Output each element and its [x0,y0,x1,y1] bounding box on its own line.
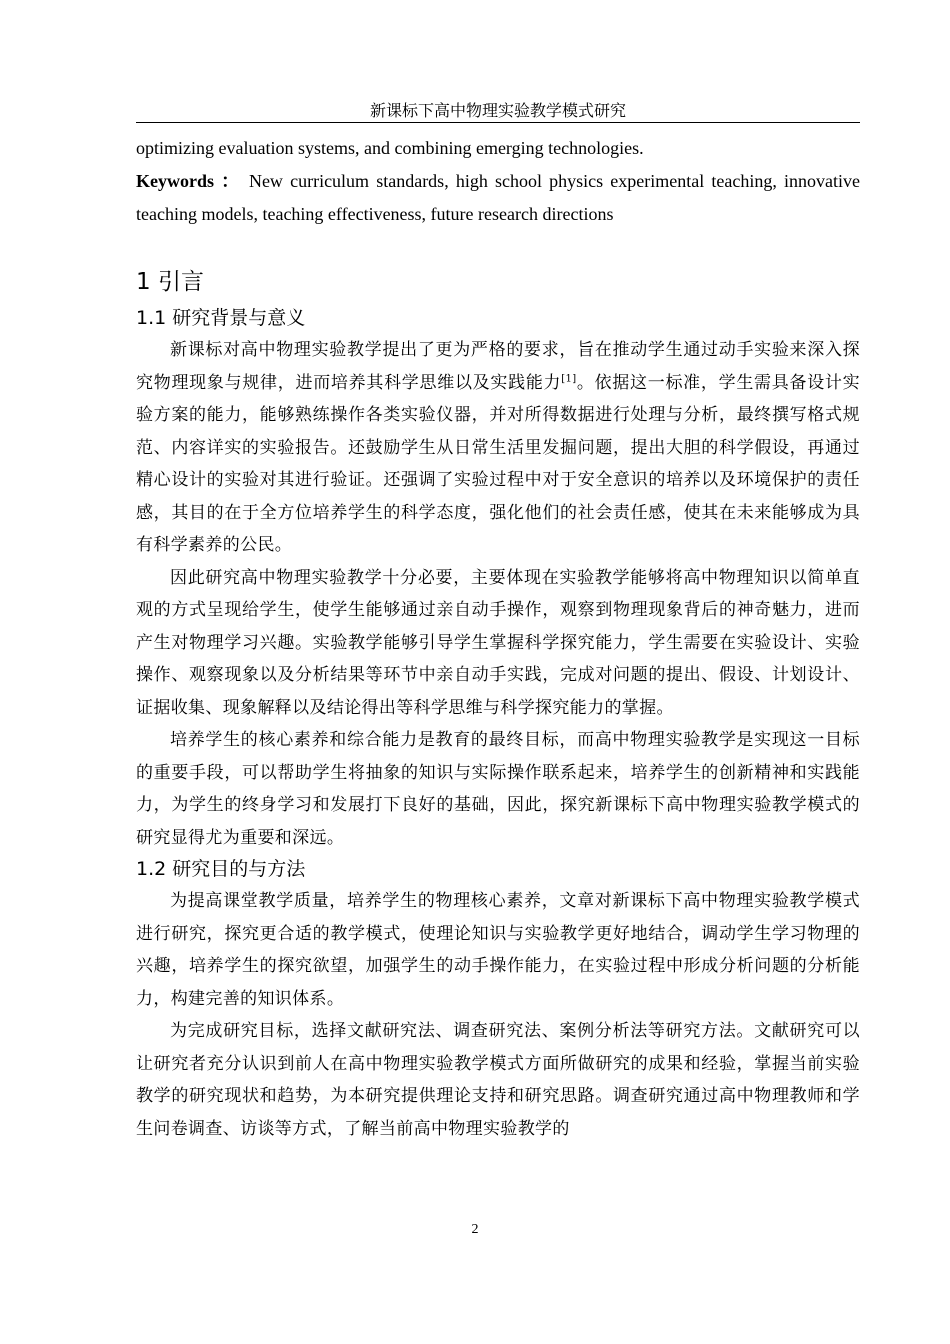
running-header: 新课标下高中物理实验教学模式研究 [369,101,626,120]
subsection-heading-background: 1.1 研究背景与意义 [136,307,306,329]
page-number: 2 [471,1222,479,1237]
paragraph-background-3: 培养学生的核心素养和综合能力是教育的最终目标，而高中物理实验教学是实现这一目标的重要手段，可以帮助学生将抽象的知识与实际操作联系起来，培养学生的创新精神和实践能力，为学生的终身学习和发展打下良好的基础，因此，探究新课标下高中物理实验教学模式的研究显得尤为重要和深远。 [136,730,860,848]
section-heading-introduction: 1 引言 [136,269,204,295]
subsection-heading-purpose-methods: 1.2 研究目的与方法 [136,858,306,880]
page-content [136,132,860,1145]
paragraph-text: 。依据这一标准，学生需具备设计实验方案的能力，能够熟练操作各类实验仪器，并对所得数据进行处理与分析，最终撰写格式规范、内容详实的实验报告。还鼓励学生从日常生活里发掘问题，提出大胆的科学假设，再通过精心设计的实验对其进行验证。还强调了实验过程中对于安全意识的培养以及环境保护的责任感，其目的在于全方位培养学生的科学态度，强化他们的社会责任感，使其在未来能够成为具有科学素养的公民。 [136,372,860,555]
citation-ref: [1] [561,372,577,384]
paragraph-purpose-1: 为提高课堂教学质量，培养学生的物理核心素养，文章对新课标下高中物理实验教学模式进行研究，探究更合适的教学模式，使理论知识与实验教学更好地结合，调动学生学习物理的兴趣，培养学生的探究欲望，加强学生的动手操作能力，在实验过程中形成分析问题的分析能力，构建完善的知识体系。 [136,891,860,1009]
paragraph-methods-2: 为完成研究目标，选择文献研究法、调查研究法、案例分析法等研究方法。文献研究可以让研究者充分认识到前人在高中物理实验教学模式方面所做研究的成果和经验，掌握当前实验教学的研究现状和趋势，为本研究提供理论支持和研究思路。调查研究通过高中物理教师和学生问卷调查、访谈等方式，了解当前高中物理实验教学的 [136,1021,860,1139]
header-rule [136,122,860,123]
paragraph-background-1 [136,334,860,562]
paragraph-text: 新课标对高中物理实验教学提出了更为严格的要求，旨在推动学生通过动手实验来深入探究物理现象与规律，进而培养其科学思维以及实践能力 [136,340,860,393]
keywords-label: Keywords ： [136,171,242,191]
paragraph-background-2: 因此研究高中物理实验教学十分必要，主要体现在实验教学能够将高中物理知识以简单直观的方式呈现给学生，使学生能够通过亲自动手操作，观察到物理现象背后的神奇魅力，进而产生对物理学习兴趣。实验教学能够引导学生掌握科学探究能力，学生需要在实验设计、实验操作、观察现象以及分析结果等环节中亲自动手实践，完成对问题的提出、假设、计划设计、证据收集、现象解释以及结论得出等科学思维与科学探究能力的掌握。 [136,567,860,718]
keywords-text: New curriculum standards, high school physics experimental teaching, innovative teaching models, teaching effectiveness, future research directions [136,171,860,224]
keywords-paragraph [136,165,860,231]
abstract-last-line: optimizing evaluation systems, and combining emerging technologies. [136,138,644,158]
